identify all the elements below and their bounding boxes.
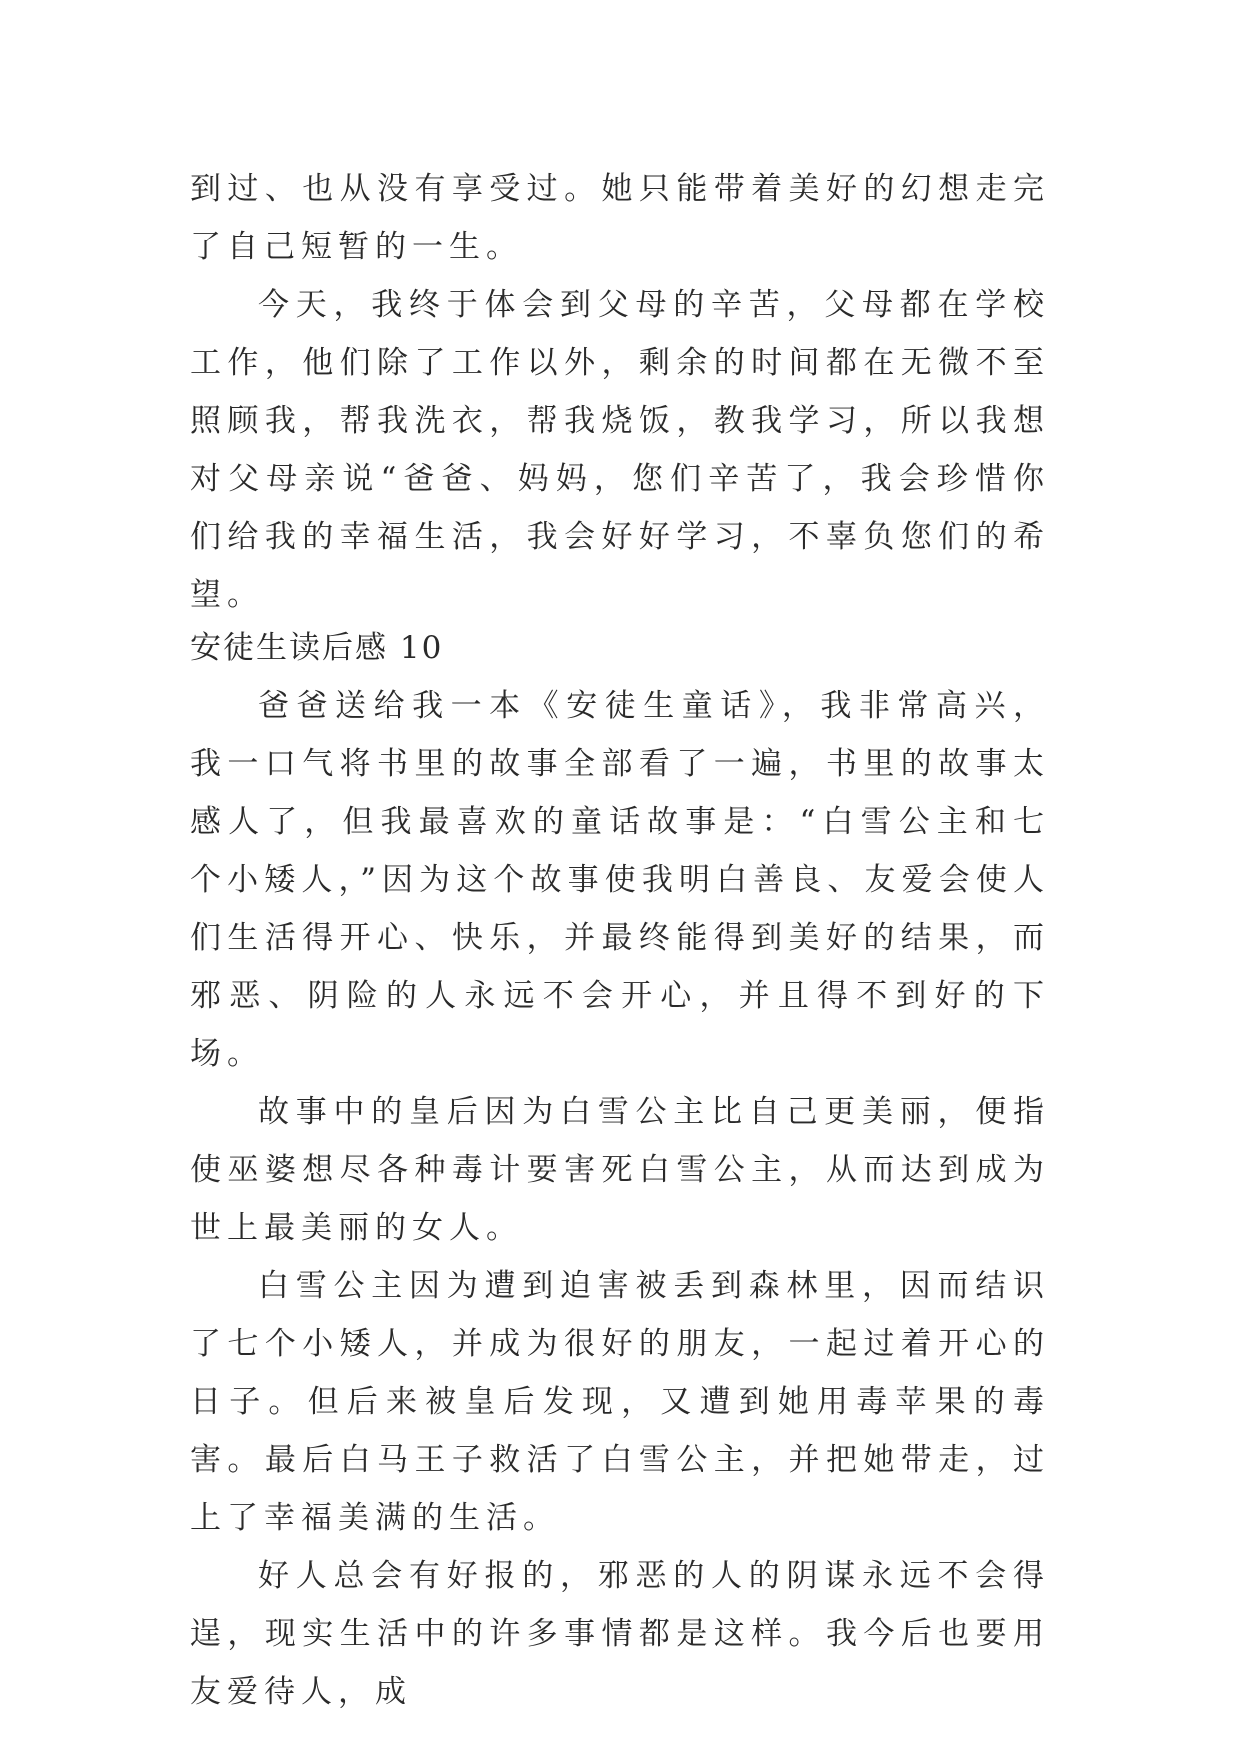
paragraph: 今天，我终于体会到父母的辛苦，父母都在学校工作，他们除了工作以外，剩余的时间都在无微不至照顾我，帮我洗衣，帮我烧饭，教我学习，所以我想对父母亲说“爸爸、妈妈，您们辛苦了，我会珍惜你们给我的幸福生活，我会好好学习，不辜负您们的希望。 <box>190 287 1050 613</box>
paragraph: 白雪公主因为遭到迫害被丢到森林里，因而结识了七个小矮人，并成为很好的朋友，一起过着开心的日子。但后来被皇后发现，又遭到她用毒苹果的毒害。最后白马王子救活了白雪公主，并把她带走，过上了幸福美满的生活。 <box>190 1268 1050 1536</box>
section-heading: 安徒生读后感 10 <box>190 630 444 666</box>
paragraph: 爸爸送给我一本《安徒生童话》，我非常高兴，我一口气将书里的故事全部看了一遍，书里的故事太感人了，但我最喜欢的童话故事是：“白雪公主和七个小矮人，”因为这个故事使我明白善良、友爱会使人们生活得开心、快乐，并最终能得到美好的结果，而邪恶、阴险的人永远不会开心，并且得不到好的下场。 <box>190 688 1050 1072</box>
paragraph: 到过、也从没有享受过。她只能带着美好的幻想走完了自己短暂的一生。 <box>190 171 1050 265</box>
previous-essay-ending <box>190 160 1050 624</box>
paragraph: 故事中的皇后因为白雪公主比自己更美丽，便指使巫婆想尽各种毒计要害死白雪公主，从而达到成为世上最美丽的女人。 <box>190 1094 1050 1246</box>
essay-section-10 <box>190 619 1050 1721</box>
paragraph: 好人总会有好报的，邪恶的人的阴谋永远不会得逞，现实生活中的许多事情都是这样。我今后也要用友爱待人，成 <box>190 1558 1050 1710</box>
